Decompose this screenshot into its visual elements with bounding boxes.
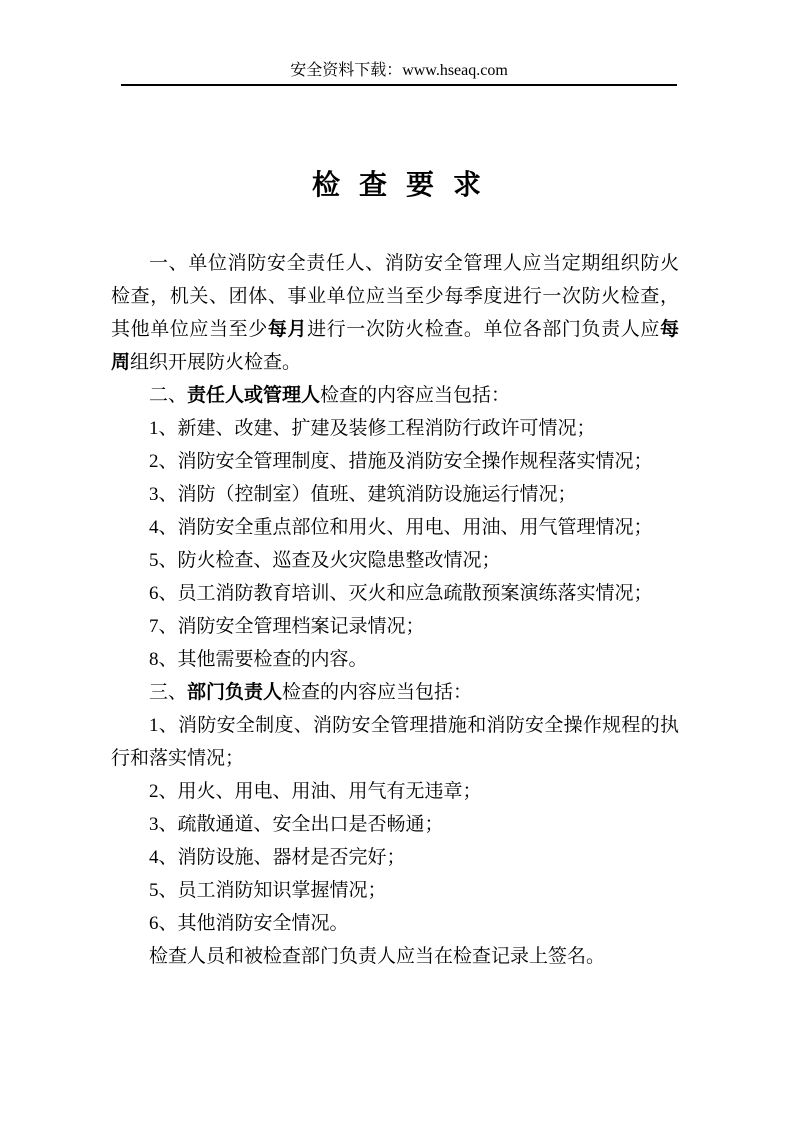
paragraph bbox=[111, 676, 679, 709]
text-run: 3、消防（控制室）值班、建筑消防设施运行情况； bbox=[149, 484, 577, 505]
bold-run: 每周 bbox=[111, 319, 679, 373]
text-run: 3、疏散通道、安全出口是否畅通； bbox=[149, 814, 444, 835]
paragraph bbox=[111, 445, 679, 478]
text-run: 二、 bbox=[149, 385, 188, 406]
paragraph bbox=[111, 379, 679, 412]
bold-run: 部门负责人 bbox=[187, 682, 283, 703]
text-run: 检查的内容应当包括： bbox=[282, 682, 473, 703]
paragraph bbox=[111, 907, 679, 940]
text-run: 进行一次防火检查。单位各部门负责人应 bbox=[307, 319, 660, 340]
paragraph bbox=[111, 544, 679, 577]
text-run: 5、员工消防知识掌握情况； bbox=[149, 880, 387, 901]
text-run: 4、消防设施、器材是否完好； bbox=[149, 847, 406, 868]
paragraph bbox=[111, 874, 679, 907]
text-run: 7、消防安全管理档案记录情况； bbox=[149, 616, 425, 637]
text-run: 一、单位消防安全责任人、消防安全管理人应当定期组织防火检查，机关、团体、事业单位应当至少每季度进行一次防火检查，其他单位应当至少 bbox=[111, 253, 679, 340]
paragraph bbox=[111, 841, 679, 874]
text-run: 1、新建、改建、扩建及装修工程消防行政许可情况； bbox=[149, 418, 596, 439]
header-text: 安全资料下载：www.hseaq.com bbox=[290, 62, 508, 79]
text-run: 6、员工消防教育培训、灭火和应急疏散预案演练落实情况； bbox=[149, 583, 653, 604]
text-run: 4、消防安全重点部位和用火、用电、用油、用气管理情况； bbox=[149, 517, 653, 538]
text-run: 2、用火、用电、用油、用气有无违章； bbox=[149, 781, 482, 802]
text-run: 8、其他需要检查的内容。 bbox=[149, 649, 368, 670]
text-run: 1、消防安全制度、消防安全管理措施和消防安全操作规程的执行和落实情况； bbox=[111, 715, 679, 769]
paragraph bbox=[111, 478, 679, 511]
paragraph bbox=[111, 412, 679, 445]
text-run: 5、防火检查、巡查及火灾隐患整改情况； bbox=[149, 550, 501, 571]
text-run: 组织开展防火检查。 bbox=[130, 352, 302, 373]
paragraph bbox=[111, 511, 679, 544]
paragraph bbox=[111, 643, 679, 676]
paragraph bbox=[111, 808, 679, 841]
document-title: 检 查 要 求 bbox=[311, 170, 481, 201]
text-run: 2、消防安全管理制度、措施及消防安全操作规程落实情况； bbox=[149, 451, 653, 472]
page-header bbox=[121, 60, 677, 86]
text-run: 6、其他消防安全情况。 bbox=[149, 913, 349, 934]
document-body bbox=[111, 247, 679, 973]
paragraph bbox=[111, 247, 679, 379]
text-run: 三、 bbox=[149, 682, 188, 703]
paragraph bbox=[111, 577, 679, 610]
bold-run: 责任人或管理人 bbox=[187, 385, 321, 406]
text-run: 检查的内容应当包括： bbox=[320, 385, 511, 406]
bold-run: 每月 bbox=[267, 319, 308, 340]
paragraph bbox=[111, 940, 679, 973]
text-run: 检查人员和被检查部门负责人应当在检查记录上签名。 bbox=[149, 946, 606, 967]
paragraph bbox=[111, 709, 679, 775]
paragraph bbox=[111, 775, 679, 808]
paragraph bbox=[111, 610, 679, 643]
